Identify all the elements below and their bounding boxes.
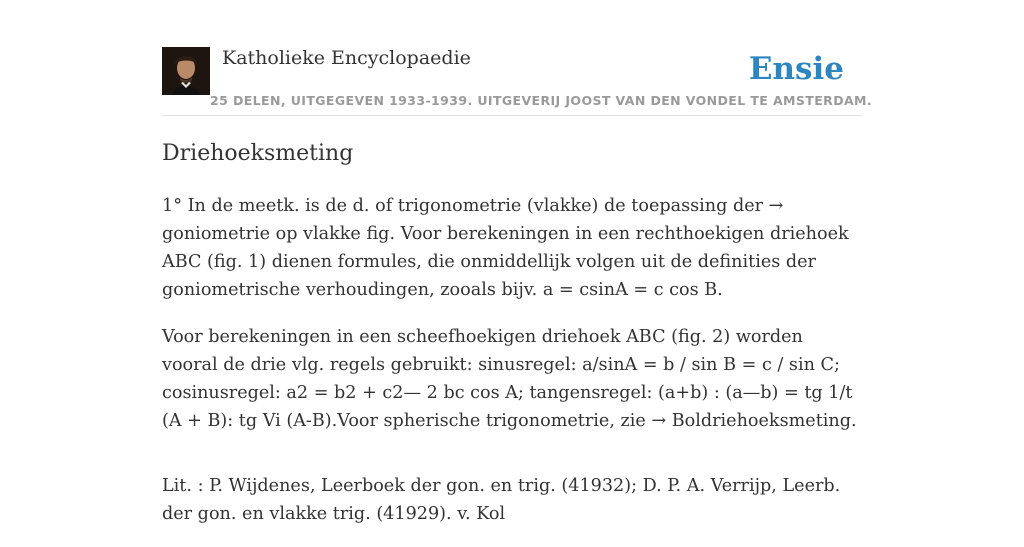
entry-title: Driehoeksmeting — [162, 141, 354, 166]
header-divider — [162, 115, 862, 116]
brand-logo[interactable]: Ensie — [748, 51, 844, 87]
book-subtitle: 25 DELEN, UITGEGEVEN 1933-1939. UITGEVERIJ JOOST VAN DEN VONDEL TE AMSTERDAM. — [210, 93, 873, 108]
entry-paragraph: Voor berekeningen in een scheefhoekigen driehoek ABC (fig. 2) worden vooral de drie vlg. regels gebruikt: sinusregel: a/sinA = b / sin B = c / sin C; cosinusregel: a2 = b2 + c2— 2 bc cos A; tangensregel: (a+b) : (a—b) = tg 1/t (A + B): tg Vi (A-B).Voor spherische trigonometrie, zie → Boldriehoeksmeting. — [162, 327, 857, 431]
book-title[interactable]: Katholieke Encyclopaedie — [222, 47, 471, 69]
literature-paragraph: Lit. : P. Wijdenes, Leerboek der gon. en trig. (41932); D. P. A. Verrijp, Leerb. der gon. en vlakke trig. (41929). v. Kol — [162, 476, 841, 524]
entry-paragraph: 1° In de meetk. is de d. of trigonometrie (vlakke) de toepassing der → goniometrie op vlakke fig. Voor berekeningen in een rechthoekigen driehoek ABC (fig. 1) dienen formules, die onmiddellijk volgen uit de definities der goniometrische verhoudingen, zooals bijv. a = csinA = c cos B. — [162, 196, 849, 300]
portrait-avatar-icon[interactable] — [162, 47, 210, 95]
entry-body — [162, 192, 864, 547]
